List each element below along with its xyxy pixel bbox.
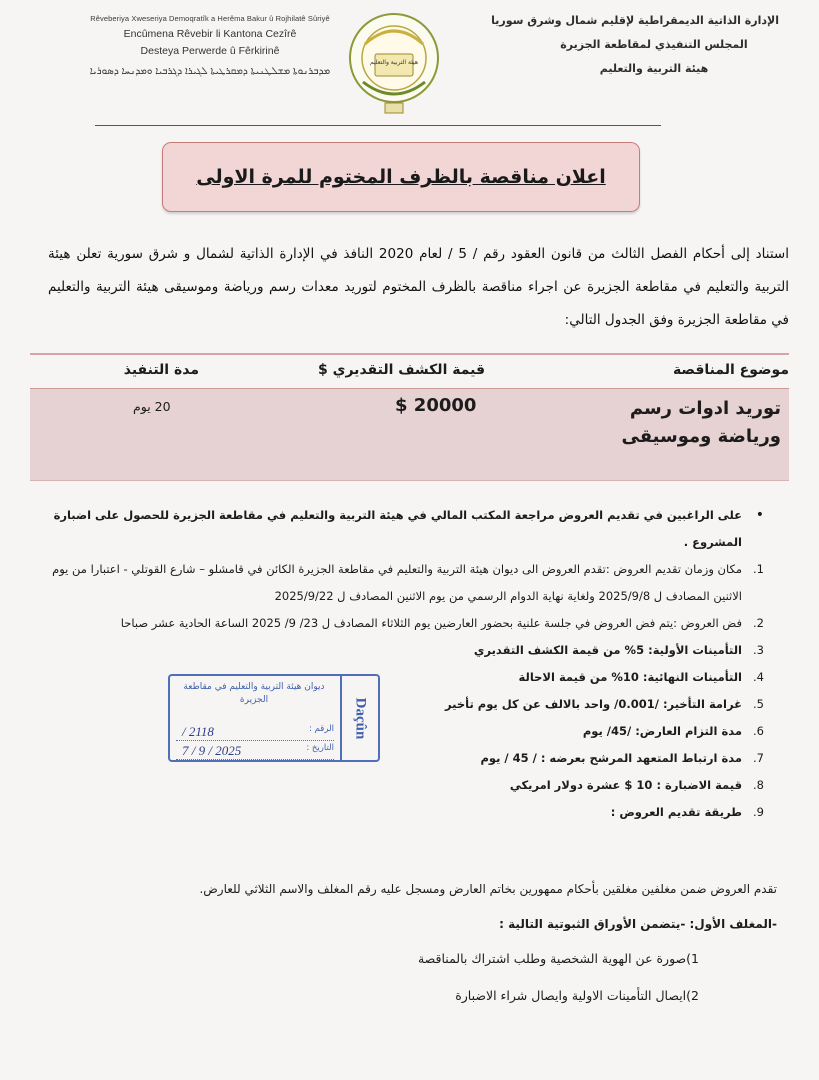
header-right-line1: الإدارة الذاتية الديمقراطية لإقليم شمال وشرق سوريا bbox=[491, 14, 779, 27]
header-left-line3: Desteya Perwerde û Fêrkirinê bbox=[140, 45, 280, 57]
submission-method bbox=[37, 872, 777, 942]
terms-list bbox=[44, 502, 764, 826]
list-item bbox=[44, 610, 764, 637]
stamp-date-value: 2025 / 9 / 7 bbox=[182, 743, 242, 758]
list-item-number: 1. bbox=[753, 562, 764, 576]
list-item-number: 5. bbox=[753, 697, 764, 711]
list-item-text: التأمينات الأولية: 5% من قيمة الكشف التقديري bbox=[473, 643, 742, 657]
list-item-text: قيمة الاضبارة : 10 $ عشرة دولار امريكي bbox=[509, 778, 742, 792]
header-left-line1: Rêveberiya Xweseriya Demoqratîk a Herêma Bakur û Rojhilatê Sûriyê bbox=[90, 14, 330, 23]
table-cell-value: 20000 $ bbox=[395, 395, 477, 416]
list-item-text: على الراغبين في تقديم العروض مراجعة المكتب المالي في هيئة التربية والتعليم في مقاطعة الجزيرة للحصول على اضبارة المشروع . bbox=[53, 508, 742, 549]
title-box bbox=[162, 142, 640, 212]
table-header-duration: مدة التنفيذ bbox=[123, 362, 199, 378]
header-left-line2: Encûmena Rêvebir li Kantona Cezîrê bbox=[123, 28, 297, 40]
page-title: اعلان مناقصة بالظرف المختوم للمرة الاولى bbox=[196, 166, 606, 188]
table-header-value: قيمة الكشف التقديري $ bbox=[318, 362, 485, 378]
header-right-line2: المجلس التنفيذي لمقاطعة الجزيرة bbox=[560, 38, 748, 51]
document-item: 1)صورة عن الهوية الشخصية وطلب اشتراك بالمناقصة bbox=[417, 951, 699, 966]
stamp-side-text: Daçûn bbox=[352, 697, 369, 739]
stamp-title: ديوان هيئة التربية والتعليم في مقاطعة الجزيرة bbox=[183, 682, 325, 705]
list-item bbox=[44, 691, 764, 718]
document-item: 2)ايصال التأمينات الاولية وايصال شراء الاضبارة bbox=[455, 988, 699, 1003]
stamp-number-label: الرقم : bbox=[309, 724, 334, 734]
header-right-line3: هيئة التربية والتعليم bbox=[599, 62, 709, 75]
list-item-number: • bbox=[755, 507, 764, 523]
list-item bbox=[44, 772, 764, 799]
intro-paragraph: استناد إلى أحكام الفصل الثالث من قانون العقود رقم / 5 / لعام 2020 النافذ في الإدارة الذاتية لشمال و شرق سورية تعلن هيئة التربية والتعليم في مقاطعة الجزيرة عن اجراء مناقصة بالظرف المختوم لتوريد معدات رسم ورياضة وموسيقى هيئة التربية والتعليم في مقاطعة الجزيرة وفق الجدول التالي: bbox=[48, 246, 789, 328]
stamp-number-value: 2118 / bbox=[182, 724, 214, 739]
list-item-number: 2. bbox=[753, 616, 764, 630]
header-left bbox=[60, 14, 360, 79]
registry-stamp bbox=[168, 674, 380, 762]
logo-text: هيئة التربية والتعليم bbox=[369, 59, 419, 66]
list-item-number: 4. bbox=[753, 670, 764, 684]
list-item-number: 7. bbox=[753, 751, 764, 765]
table-header-subject: موضوع المناقصة bbox=[672, 362, 789, 378]
authority-logo-icon bbox=[345, 8, 443, 118]
list-item bbox=[44, 502, 764, 556]
stamp-side-label bbox=[340, 676, 378, 760]
required-documents bbox=[418, 940, 699, 1014]
list-item-number: 6. bbox=[753, 724, 764, 738]
list-item-text: غرامة التأخير: /0.001/ واحد بالالف عن كل يوم تأخير bbox=[445, 697, 742, 711]
list-item bbox=[44, 637, 764, 664]
first-envelope-heading: -المغلف الأول: -يتضمن الأوراق الثبوتية التالية : bbox=[499, 917, 777, 931]
table-top-rule bbox=[30, 353, 789, 355]
list-item bbox=[44, 799, 764, 826]
header-divider bbox=[95, 125, 661, 126]
header-right bbox=[491, 14, 779, 86]
list-item-text: طريقة تقديم العروض : bbox=[610, 805, 742, 819]
table-row bbox=[30, 388, 789, 481]
table-header bbox=[30, 356, 789, 388]
stamp-number-row bbox=[176, 724, 334, 741]
stamp-date-label: التاريخ : bbox=[306, 743, 334, 753]
list-item bbox=[44, 745, 764, 772]
list-item-text: مكان وزمان تقديم العروض :تقدم العروض الى ديوان هيئة التربية والتعليم في مقاطعة الجزيرة الكائن في قامشلو – شارع القوتلي - اعتبارا من يوم الاثنين المصادف ل 2025/9/8 ولغاية نهاية الدوام الرسمي من يوم الاثنين المصادف ل 2025/9/22 bbox=[52, 562, 742, 603]
list-item-number: 3. bbox=[753, 643, 764, 657]
list-item-text: فض العروض :يتم فض العروض في جلسة علنية بحضور العارضين يوم الثلاثاء المصادف ل 23/ 9/ 2025 الساعة الحادية عشر صباحا bbox=[120, 616, 742, 630]
list-item bbox=[44, 718, 764, 745]
submission-method-text: تقدم العروض ضمن مغلفين مغلقين بأحكام ممهورين بخاتم العارض ومسجل عليه رقم المغلف والاسم الثلاثي للعارض. bbox=[199, 882, 777, 896]
list-item-number: 8. bbox=[753, 778, 764, 792]
list-item bbox=[44, 556, 764, 610]
stamp-date-row bbox=[176, 743, 334, 760]
list-item-text: مدة ارتباط المتعهد المرشح بعرضه : / 45 / يوم bbox=[480, 751, 742, 765]
table-cell-subject: توريد ادوات رسم ورياضة وموسيقى bbox=[621, 398, 781, 447]
list-item-text: التأمينات النهائية: 10% من قيمة الاحالة bbox=[518, 670, 742, 684]
list-item bbox=[44, 664, 764, 691]
table-cell-duration: 20 يوم bbox=[133, 399, 171, 414]
header-left-syriac: ܡܕܒܪܢܘܬܐ ܡܫܠܛܢܝܬܐ ܕܡܩܪܛܝܬܐ ܠܓܝܪܐ ܕܓܪܒܝܐ ܘܡܕܢܚܐ ܕܣܘܪܝܐ bbox=[89, 66, 331, 77]
list-item-number: 9. bbox=[753, 805, 764, 819]
list-item-text: مدة التزام العارض: /45/ يوم bbox=[582, 724, 742, 738]
